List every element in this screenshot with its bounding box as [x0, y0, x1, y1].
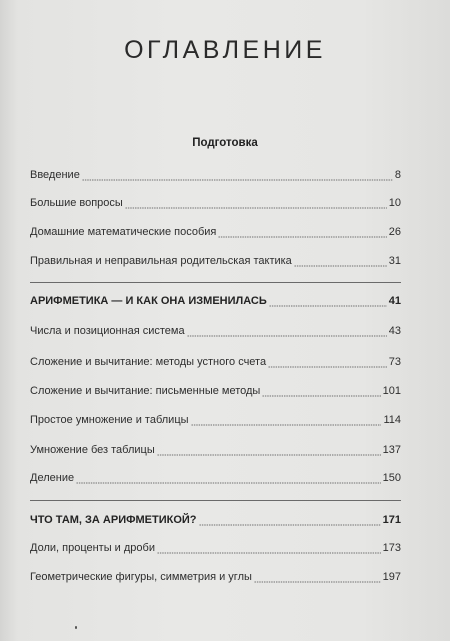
toc-entry-page: 31	[388, 255, 401, 267]
section-heading: Подготовка	[192, 137, 258, 149]
toc-entry	[30, 444, 401, 460]
toc-entry-title: Деление	[30, 472, 75, 484]
section-divider	[30, 500, 401, 501]
toc-entry-page: 73	[388, 356, 401, 368]
toc-entry-title: АРИФМЕТИКА — И КАК ОНА ИЗМЕНИЛАСЬ	[30, 295, 267, 307]
toc-entry	[30, 169, 401, 185]
dot-leader	[262, 395, 380, 397]
toc-entry-title: Домашние математические пособия	[30, 226, 217, 238]
section-divider	[30, 282, 401, 283]
toc-entry	[30, 385, 401, 401]
dot-leader	[218, 236, 386, 238]
toc-entry	[30, 414, 401, 430]
print-mark	[75, 626, 77, 629]
page-title: ОГЛАВЛЕНИЕ	[124, 36, 326, 64]
toc-entry-title: Большие вопросы	[30, 197, 123, 209]
dot-leader	[199, 524, 381, 526]
dot-leader	[269, 305, 387, 307]
toc-entry-title: Умножение без таблицы	[30, 444, 155, 456]
toc-entry-page: 173	[382, 542, 401, 554]
toc-entry-title: Сложение и вычитание: методы устного счета	[30, 356, 267, 368]
toc-part-heading	[30, 514, 401, 530]
dot-leader	[191, 424, 382, 426]
toc-entry	[30, 571, 401, 587]
toc-entry-page: 137	[382, 444, 401, 456]
toc-part-heading	[30, 295, 401, 311]
toc-entry-title: Простое умножение и таблицы	[30, 414, 189, 426]
dot-leader	[157, 454, 381, 456]
toc-entry-page: 101	[382, 385, 401, 397]
dot-leader	[76, 482, 381, 484]
toc-entry-page: 41	[388, 295, 401, 307]
toc-entry-title: Геометрические фигуры, симметрия и углы	[30, 571, 252, 583]
toc-entry	[30, 197, 401, 213]
toc-entry-page: 43	[388, 325, 401, 337]
toc-entry-page: 10	[388, 197, 401, 209]
toc-entry-page: 150	[382, 472, 401, 484]
toc-entry-page: 171	[382, 514, 401, 526]
toc-entry-title: Правильная и неправильная родительская тактика	[30, 255, 292, 267]
toc-entry	[30, 356, 401, 372]
dot-leader	[125, 207, 387, 209]
dot-leader	[294, 265, 387, 267]
dot-leader	[82, 179, 393, 181]
toc-entry-title: ЧТО ТАМ, ЗА АРИФМЕТИКОЙ?	[30, 514, 197, 526]
toc-entry-page: 197	[382, 571, 401, 583]
toc-entry-page: 26	[388, 226, 401, 238]
toc-entry-title: Доли, проценты и дроби	[30, 542, 155, 554]
toc-entry-title: Числа и позиционная система	[30, 325, 185, 337]
toc-entry	[30, 255, 401, 271]
dot-leader	[187, 335, 387, 337]
toc-entry-title: Сложение и вычитание: письменные методы	[30, 385, 261, 397]
toc-entry-title: Введение	[30, 169, 80, 181]
dot-leader	[268, 366, 387, 368]
toc-entry-page: 114	[383, 414, 401, 426]
toc-entry	[30, 325, 401, 341]
toc-entry	[30, 542, 401, 558]
dot-leader	[254, 581, 381, 583]
toc-entry-page: 8	[394, 169, 401, 181]
toc-entry	[30, 472, 401, 488]
dot-leader	[157, 552, 381, 554]
toc-entry	[30, 226, 401, 242]
